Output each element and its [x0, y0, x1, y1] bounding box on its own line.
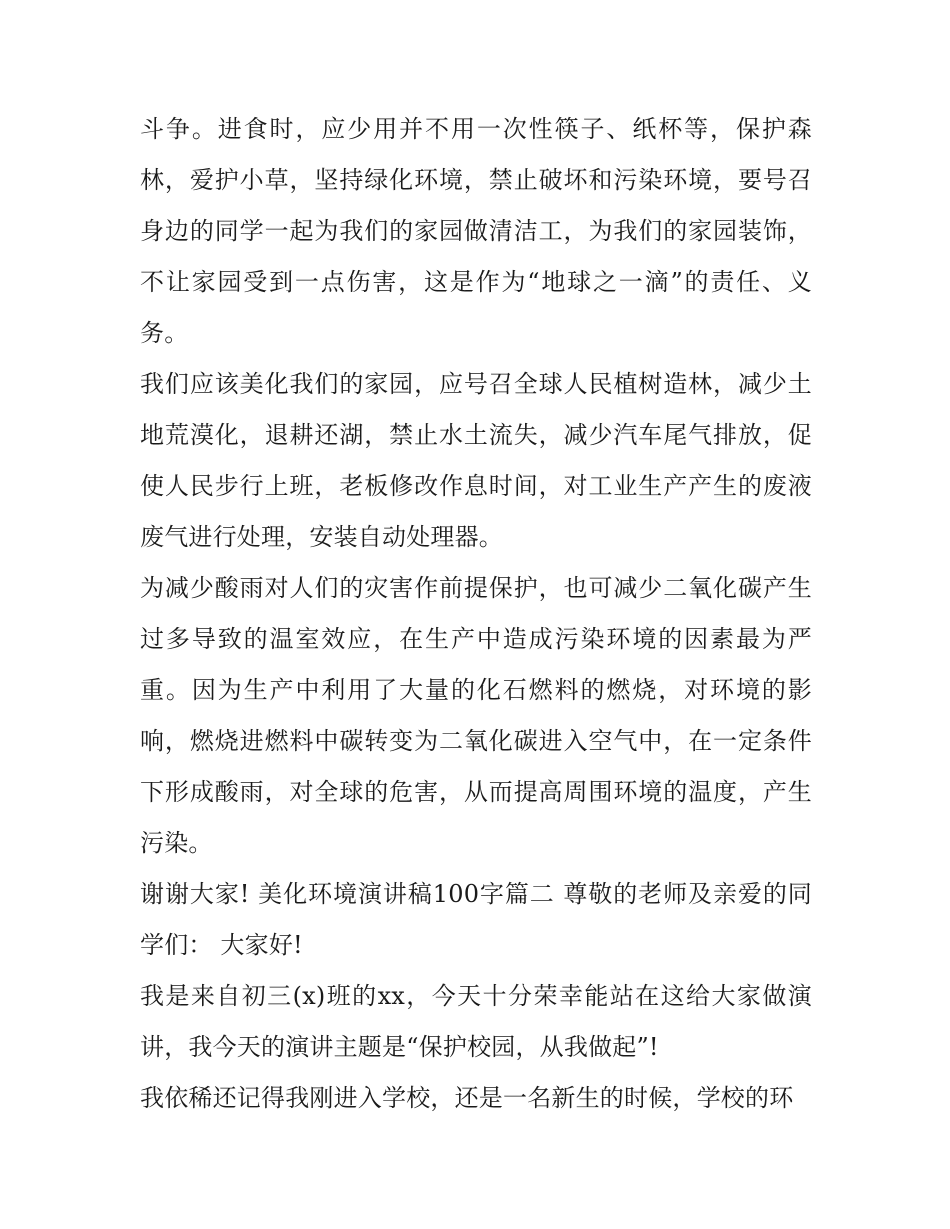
document-body: [140, 104, 812, 1124]
paragraph-2: 我们应该美化我们的家园，应号召全球人民植树造林，减少土地荒漠化，退耕还湖，禁止水土流失，减少汽车尾气排放，促使人民步行上班，老板修改作息时间，对工业生产产生的废液废气进行处理，安装自动处理器。: [140, 370, 812, 551]
paragraph-6: 我依稀还记得我刚进入学校，还是一名新生的时候，学校的环: [140, 1084, 794, 1112]
paragraph-3: 为减少酸雨对人们的灾害作前提保护，也可减少二氧化碳产生过多导致的温室效应，在生产中造成污染环境的因素最为严重。因为生产中利用了大量的化石燃料的燃烧，对环境的影响，燃烧进燃料中碳转变为二氧化碳进入空气中，在一定条件下形成酸雨，对全球的危害，从而提高周围环境的温度，产生污染。: [140, 574, 812, 857]
paragraph-1: 斗争。进食时，应少用并不用一次性筷子、纸杯等，保护森林，爱护小草，坚持绿化环境，禁止破坏和污染环境，要号召身边的同学一起为我们的家园做清洁工，为我们的家园装饰，不让家园受到一点伤害，这是作为“地球之一滴”的责任、义务。: [140, 115, 812, 347]
paragraph-5: 我是来自初三(x)班的xx，今天十分荣幸能站在这给大家做演讲，我今天的演讲主题是“保护校园，从我做起”!: [140, 982, 812, 1061]
paragraph-4: 谢谢大家! 美化环境演讲稿100字篇二 尊敬的老师及亲爱的同学们： 大家好!: [140, 880, 812, 959]
